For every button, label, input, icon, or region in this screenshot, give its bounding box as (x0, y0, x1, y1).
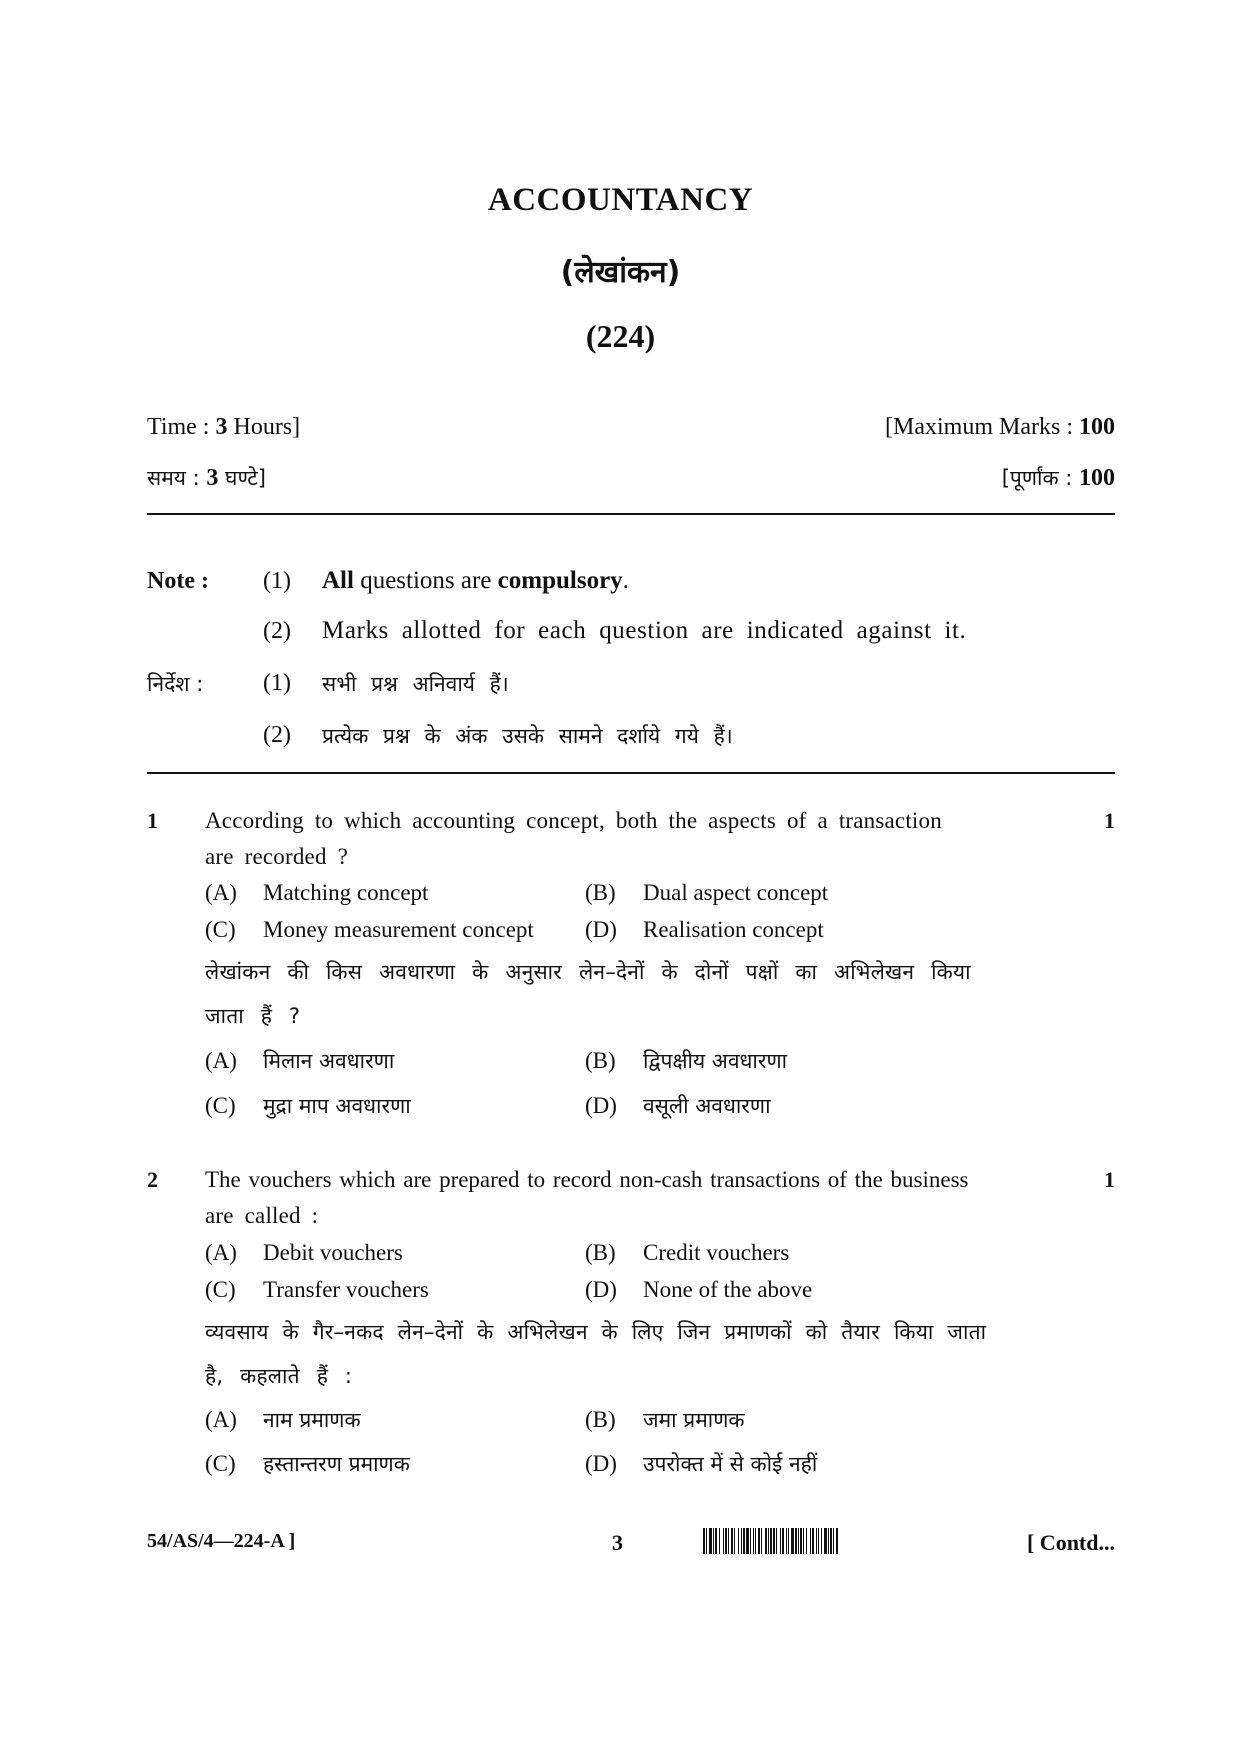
option: (A) नाम प्रमाणक (205, 1407, 361, 1432)
question-text-en: The vouchers which are prepared to record non-cash transactions of the business are called : (205, 1167, 969, 1228)
subject-title-hindi: (लेखांकन) (560, 255, 681, 290)
note-text-hindi: सभी प्रश्न अनिवार्य हैं। (322, 672, 509, 696)
option: (D) Realisation concept (585, 917, 824, 942)
option: (C) मुद्रा माप अवधारणा (205, 1093, 411, 1118)
question-marks: 1 (1104, 808, 1115, 833)
note-text: All questions are compulsory. (322, 567, 629, 594)
option: (D) वसूली अवधारणा (585, 1093, 771, 1118)
divider-notes (147, 772, 1115, 774)
note-num: (1) (263, 568, 291, 594)
continued-label: [ Contd... (1026, 1530, 1115, 1555)
option: (B) जमा प्रमाणक (585, 1407, 745, 1432)
question-marks: 1 (1104, 1167, 1115, 1192)
note-label-hindi: निर्देश : (147, 672, 204, 696)
time-en: Time : 3 Hours] (147, 414, 301, 440)
note-num: (2) (263, 618, 291, 644)
option: (B) Credit vouchers (585, 1240, 790, 1265)
paper-code: 54/AS/4—224-A ] (147, 1530, 296, 1552)
question-number: 1 (147, 808, 158, 833)
barcode-icon (703, 1528, 993, 1554)
option: (A) मिलान अवधारणा (205, 1048, 395, 1073)
subject-title: ACCOUNTANCY (487, 182, 754, 218)
option: (A) Matching concept (205, 880, 429, 905)
note-text: Marks allotted for each question are indicated against it. (322, 617, 967, 644)
divider-top (147, 513, 1115, 515)
option: (D) उपरोक्त में से कोई नहीं (585, 1451, 818, 1476)
note-text-hindi: प्रत्येक प्रश्न के अंक उसके सामने दर्शाये गये हैं। (322, 724, 733, 748)
option: (C) Money measurement concept (205, 917, 534, 942)
max-marks-hi: [पूर्णांक : 100 (1001, 465, 1115, 491)
question-text-hi: व्यवसाय के गैर–नकद लेन–देनों के अभिलेखन के लिए जिन प्रमाणकों को तैयार किया जाता है, कहलाते हैं : (205, 1320, 987, 1388)
question-text-hi: लेखांकन की किस अवधारणा के अनुसार लेन–देनों के दोनों पक्षों का अभिलेखन किया जाता हैं ? (205, 960, 971, 1028)
option: (B) द्विपक्षीय अवधारणा (585, 1048, 788, 1073)
option: (C) हस्तान्तरण प्रमाणक (205, 1451, 410, 1476)
option: (C) Transfer vouchers (205, 1277, 429, 1302)
option: (A) Debit vouchers (205, 1240, 403, 1265)
note-num: (2) (263, 722, 291, 748)
subject-code: (224) (585, 318, 656, 354)
max-marks-en: [Maximum Marks : 100 (885, 414, 1115, 440)
page-number: 3 (612, 1530, 623, 1555)
note-num: (1) (263, 670, 291, 696)
time-hi: समय : 3 घण्टे] (147, 465, 266, 491)
question-number: 2 (147, 1167, 158, 1192)
option: (B) Dual aspect concept (585, 880, 829, 905)
barcode-stripe (838, 1528, 839, 1554)
question-text-en: According to which accounting concept, both the aspects of a transaction are recorded ? (205, 808, 942, 869)
option: (D) None of the above (585, 1277, 813, 1302)
note-label: Note : (147, 568, 209, 594)
